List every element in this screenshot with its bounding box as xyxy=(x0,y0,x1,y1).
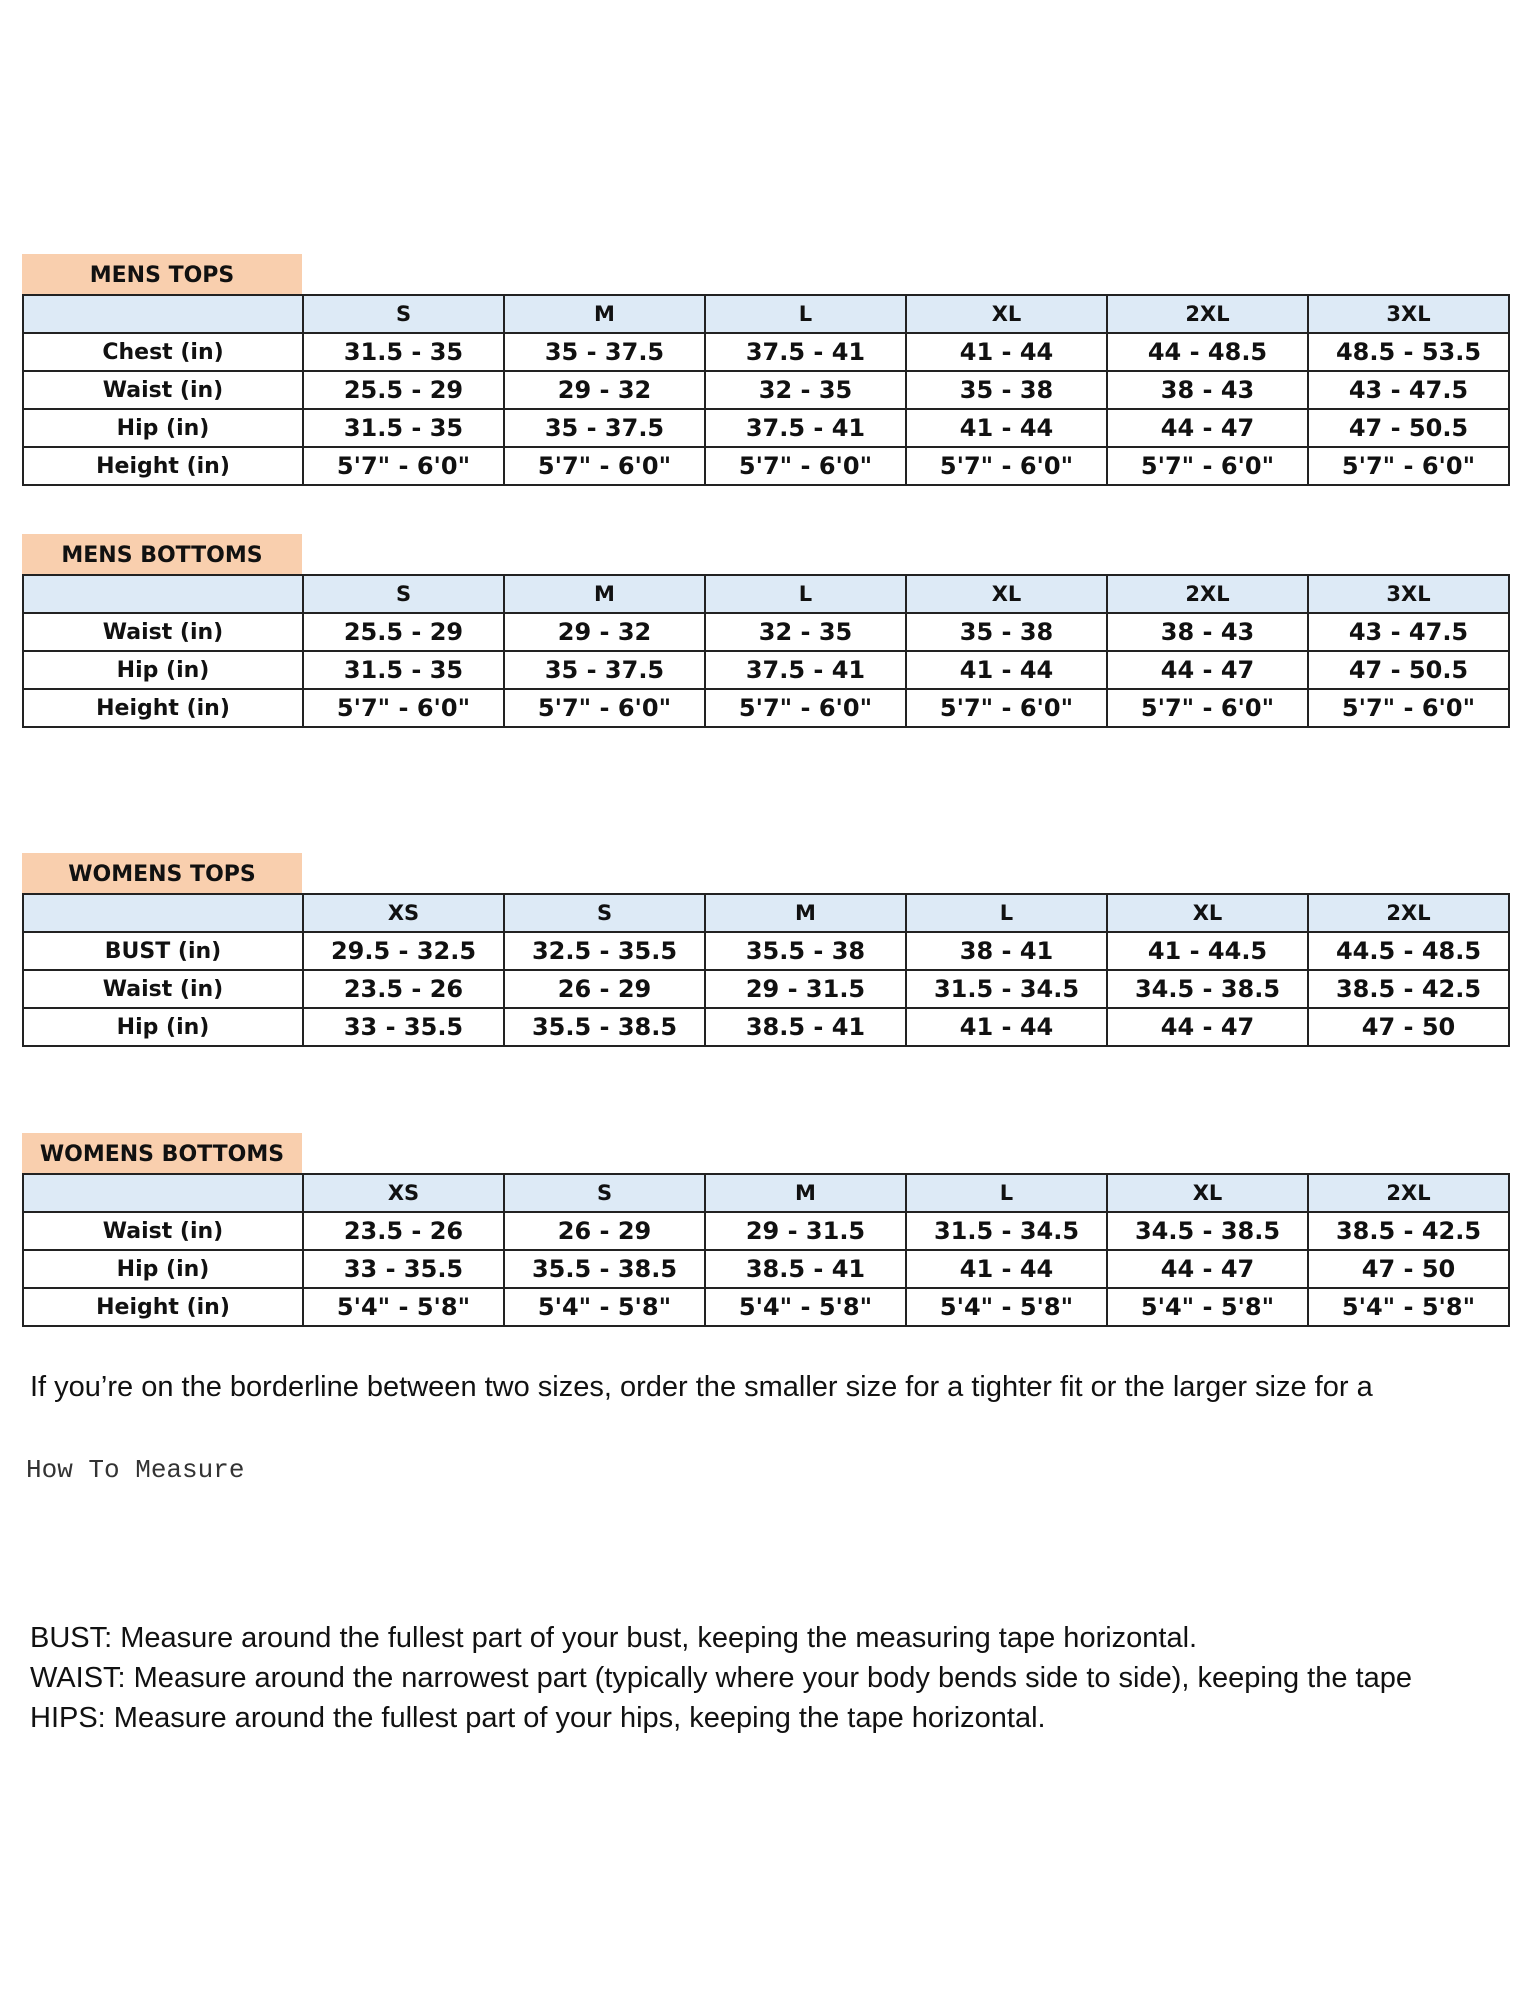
row-label: Waist (in) xyxy=(23,1212,303,1250)
size-header: XL xyxy=(1107,1174,1308,1212)
row-label: Waist (in) xyxy=(23,613,303,651)
table-cell: 48.5 - 53.5 xyxy=(1308,333,1509,371)
table-cell: 38.5 - 42.5 xyxy=(1308,1212,1509,1250)
table-cell: 26 - 29 xyxy=(504,1212,705,1250)
sizing-note: If you’re on the borderline between two sizes, order the smaller size for a tighter fit or the larger size for a xyxy=(30,1371,1373,1403)
table-cell: 5'7" - 6'0" xyxy=(1308,447,1509,485)
header-blank xyxy=(23,295,303,333)
table-cell: 5'7" - 6'0" xyxy=(1107,447,1308,485)
how-to-measure-heading: How To Measure xyxy=(26,1455,245,1485)
table-cell: 41 - 44 xyxy=(906,1250,1107,1288)
size-header: S xyxy=(504,1174,705,1212)
table-cell: 47 - 50 xyxy=(1308,1008,1509,1046)
table-row xyxy=(23,1008,1509,1046)
size-header: L xyxy=(906,894,1107,932)
table-row xyxy=(23,932,1509,970)
table-row xyxy=(23,1250,1509,1288)
table-cell: 35.5 - 38.5 xyxy=(504,1250,705,1288)
row-label: Waist (in) xyxy=(23,371,303,409)
size-header: 2XL xyxy=(1107,295,1308,333)
table-cell: 41 - 44 xyxy=(906,409,1107,447)
table-cell: 5'7" - 6'0" xyxy=(906,447,1107,485)
table-cell: 38 - 43 xyxy=(1107,613,1308,651)
table-row xyxy=(23,651,1509,689)
table-row xyxy=(23,371,1509,409)
size-header: XL xyxy=(906,575,1107,613)
table-cell: 25.5 - 29 xyxy=(303,371,504,409)
table-cell: 47 - 50.5 xyxy=(1308,409,1509,447)
table-row xyxy=(23,1212,1509,1250)
table-cell: 5'4" - 5'8" xyxy=(705,1288,906,1326)
table-row xyxy=(23,613,1509,651)
table-cell: 5'7" - 6'0" xyxy=(303,689,504,727)
table-cell: 35 - 37.5 xyxy=(504,333,705,371)
table-cell: 38.5 - 42.5 xyxy=(1308,970,1509,1008)
table-cell: 38.5 - 41 xyxy=(705,1008,906,1046)
size-header: M xyxy=(705,1174,906,1212)
table-cell: 47 - 50 xyxy=(1308,1250,1509,1288)
table-cell: 44 - 48.5 xyxy=(1107,333,1308,371)
table-cell: 23.5 - 26 xyxy=(303,1212,504,1250)
table-cell: 35 - 37.5 xyxy=(504,409,705,447)
size-header: L xyxy=(705,295,906,333)
measure-instructions xyxy=(30,1618,1412,1738)
size-header: 3XL xyxy=(1308,575,1509,613)
table-cell: 41 - 44 xyxy=(906,333,1107,371)
row-label: Hip (in) xyxy=(23,1008,303,1046)
table-cell: 31.5 - 34.5 xyxy=(906,970,1107,1008)
table-cell: 29.5 - 32.5 xyxy=(303,932,504,970)
table-cell: 29 - 31.5 xyxy=(705,970,906,1008)
table-cell: 35.5 - 38.5 xyxy=(504,1008,705,1046)
size-table xyxy=(22,574,1510,728)
size-table xyxy=(22,1173,1510,1327)
table-cell: 25.5 - 29 xyxy=(303,613,504,651)
table-title: WOMENS BOTTOMS xyxy=(22,1133,302,1173)
table-cell: 33 - 35.5 xyxy=(303,1250,504,1288)
size-header: 2XL xyxy=(1308,1174,1509,1212)
size-header: M xyxy=(504,295,705,333)
header-blank xyxy=(23,575,303,613)
table-cell: 35 - 38 xyxy=(906,613,1107,651)
table-cell: 5'4" - 5'8" xyxy=(1107,1288,1308,1326)
table-cell: 5'7" - 6'0" xyxy=(504,689,705,727)
header-blank xyxy=(23,894,303,932)
table-cell: 38 - 43 xyxy=(1107,371,1308,409)
row-label: Height (in) xyxy=(23,447,303,485)
table-cell: 44 - 47 xyxy=(1107,409,1308,447)
table-row xyxy=(23,447,1509,485)
table-cell: 44 - 47 xyxy=(1107,651,1308,689)
table-cell: 34.5 - 38.5 xyxy=(1107,970,1308,1008)
table-cell: 5'7" - 6'0" xyxy=(906,689,1107,727)
table-cell: 37.5 - 41 xyxy=(705,333,906,371)
table-cell: 38 - 41 xyxy=(906,932,1107,970)
table-cell: 35 - 38 xyxy=(906,371,1107,409)
table-cell: 32 - 35 xyxy=(705,371,906,409)
table-cell: 41 - 44 xyxy=(906,651,1107,689)
row-label: Chest (in) xyxy=(23,333,303,371)
size-header: XL xyxy=(906,295,1107,333)
table-cell: 47 - 50.5 xyxy=(1308,651,1509,689)
table-cell: 38.5 - 41 xyxy=(705,1250,906,1288)
table-cell: 26 - 29 xyxy=(504,970,705,1008)
table-cell: 5'7" - 6'0" xyxy=(705,447,906,485)
table-cell: 43 - 47.5 xyxy=(1308,371,1509,409)
table-cell: 5'4" - 5'8" xyxy=(303,1288,504,1326)
size-table xyxy=(22,294,1510,486)
table-cell: 31.5 - 35 xyxy=(303,333,504,371)
size-header: 3XL xyxy=(1308,295,1509,333)
table-cell: 23.5 - 26 xyxy=(303,970,504,1008)
table-cell: 37.5 - 41 xyxy=(705,409,906,447)
size-header: XS xyxy=(303,894,504,932)
table-cell: 29 - 31.5 xyxy=(705,1212,906,1250)
size-header: 2XL xyxy=(1107,575,1308,613)
size-header-row xyxy=(23,295,1509,333)
table-cell: 44 - 47 xyxy=(1107,1250,1308,1288)
table-cell: 5'7" - 6'0" xyxy=(504,447,705,485)
table-row xyxy=(23,689,1509,727)
table-cell: 5'4" - 5'8" xyxy=(504,1288,705,1326)
size-header-row xyxy=(23,1174,1509,1212)
table-row xyxy=(23,409,1509,447)
size-header: XL xyxy=(1107,894,1308,932)
row-label: Hip (in) xyxy=(23,409,303,447)
table-cell: 5'7" - 6'0" xyxy=(1107,689,1308,727)
size-header: S xyxy=(303,295,504,333)
table-cell: 31.5 - 34.5 xyxy=(906,1212,1107,1250)
table-cell: 29 - 32 xyxy=(504,371,705,409)
row-label: Height (in) xyxy=(23,689,303,727)
row-label: Hip (in) xyxy=(23,651,303,689)
table-cell: 32.5 - 35.5 xyxy=(504,932,705,970)
table-row xyxy=(23,1288,1509,1326)
table-title: WOMENS TOPS xyxy=(22,853,302,893)
table-cell: 44 - 47 xyxy=(1107,1008,1308,1046)
header-blank xyxy=(23,1174,303,1212)
table-title: MENS TOPS xyxy=(22,254,302,294)
size-header: L xyxy=(906,1174,1107,1212)
bust-instruction: BUST: Measure around the fullest part of your bust, keeping the measuring tape horizontal. xyxy=(30,1622,1198,1654)
table-cell: 41 - 44 xyxy=(906,1008,1107,1046)
row-label: Height (in) xyxy=(23,1288,303,1326)
table-cell: 29 - 32 xyxy=(504,613,705,651)
size-header: M xyxy=(504,575,705,613)
table-title: MENS BOTTOMS xyxy=(22,534,302,574)
table-cell: 33 - 35.5 xyxy=(303,1008,504,1046)
size-header: S xyxy=(504,894,705,932)
table-row xyxy=(23,333,1509,371)
table-cell: 41 - 44.5 xyxy=(1107,932,1308,970)
table-cell: 37.5 - 41 xyxy=(705,651,906,689)
table-cell: 35 - 37.5 xyxy=(504,651,705,689)
table-cell: 32 - 35 xyxy=(705,613,906,651)
table-cell: 35.5 - 38 xyxy=(705,932,906,970)
size-header: XS xyxy=(303,1174,504,1212)
table-cell: 31.5 - 35 xyxy=(303,409,504,447)
table-cell: 5'4" - 5'8" xyxy=(1308,1288,1509,1326)
table-cell: 31.5 - 35 xyxy=(303,651,504,689)
size-header: L xyxy=(705,575,906,613)
table-cell: 43 - 47.5 xyxy=(1308,613,1509,651)
row-label: Waist (in) xyxy=(23,970,303,1008)
row-label: BUST (in) xyxy=(23,932,303,970)
size-table xyxy=(22,893,1510,1047)
table-row xyxy=(23,970,1509,1008)
table-cell: 34.5 - 38.5 xyxy=(1107,1212,1308,1250)
waist-instruction: WAIST: Measure around the narrowest part (typically where your body bends side to side), keeping the tape xyxy=(30,1662,1412,1694)
table-cell: 5'7" - 6'0" xyxy=(705,689,906,727)
size-header: 2XL xyxy=(1308,894,1509,932)
size-header-row xyxy=(23,575,1509,613)
table-cell: 5'7" - 6'0" xyxy=(1308,689,1509,727)
size-header-row xyxy=(23,894,1509,932)
hips-instruction: HIPS: Measure around the fullest part of your hips, keeping the tape horizontal. xyxy=(30,1702,1046,1734)
size-header: M xyxy=(705,894,906,932)
table-cell: 5'7" - 6'0" xyxy=(303,447,504,485)
table-cell: 5'4" - 5'8" xyxy=(906,1288,1107,1326)
size-header: S xyxy=(303,575,504,613)
row-label: Hip (in) xyxy=(23,1250,303,1288)
table-cell: 44.5 - 48.5 xyxy=(1308,932,1509,970)
